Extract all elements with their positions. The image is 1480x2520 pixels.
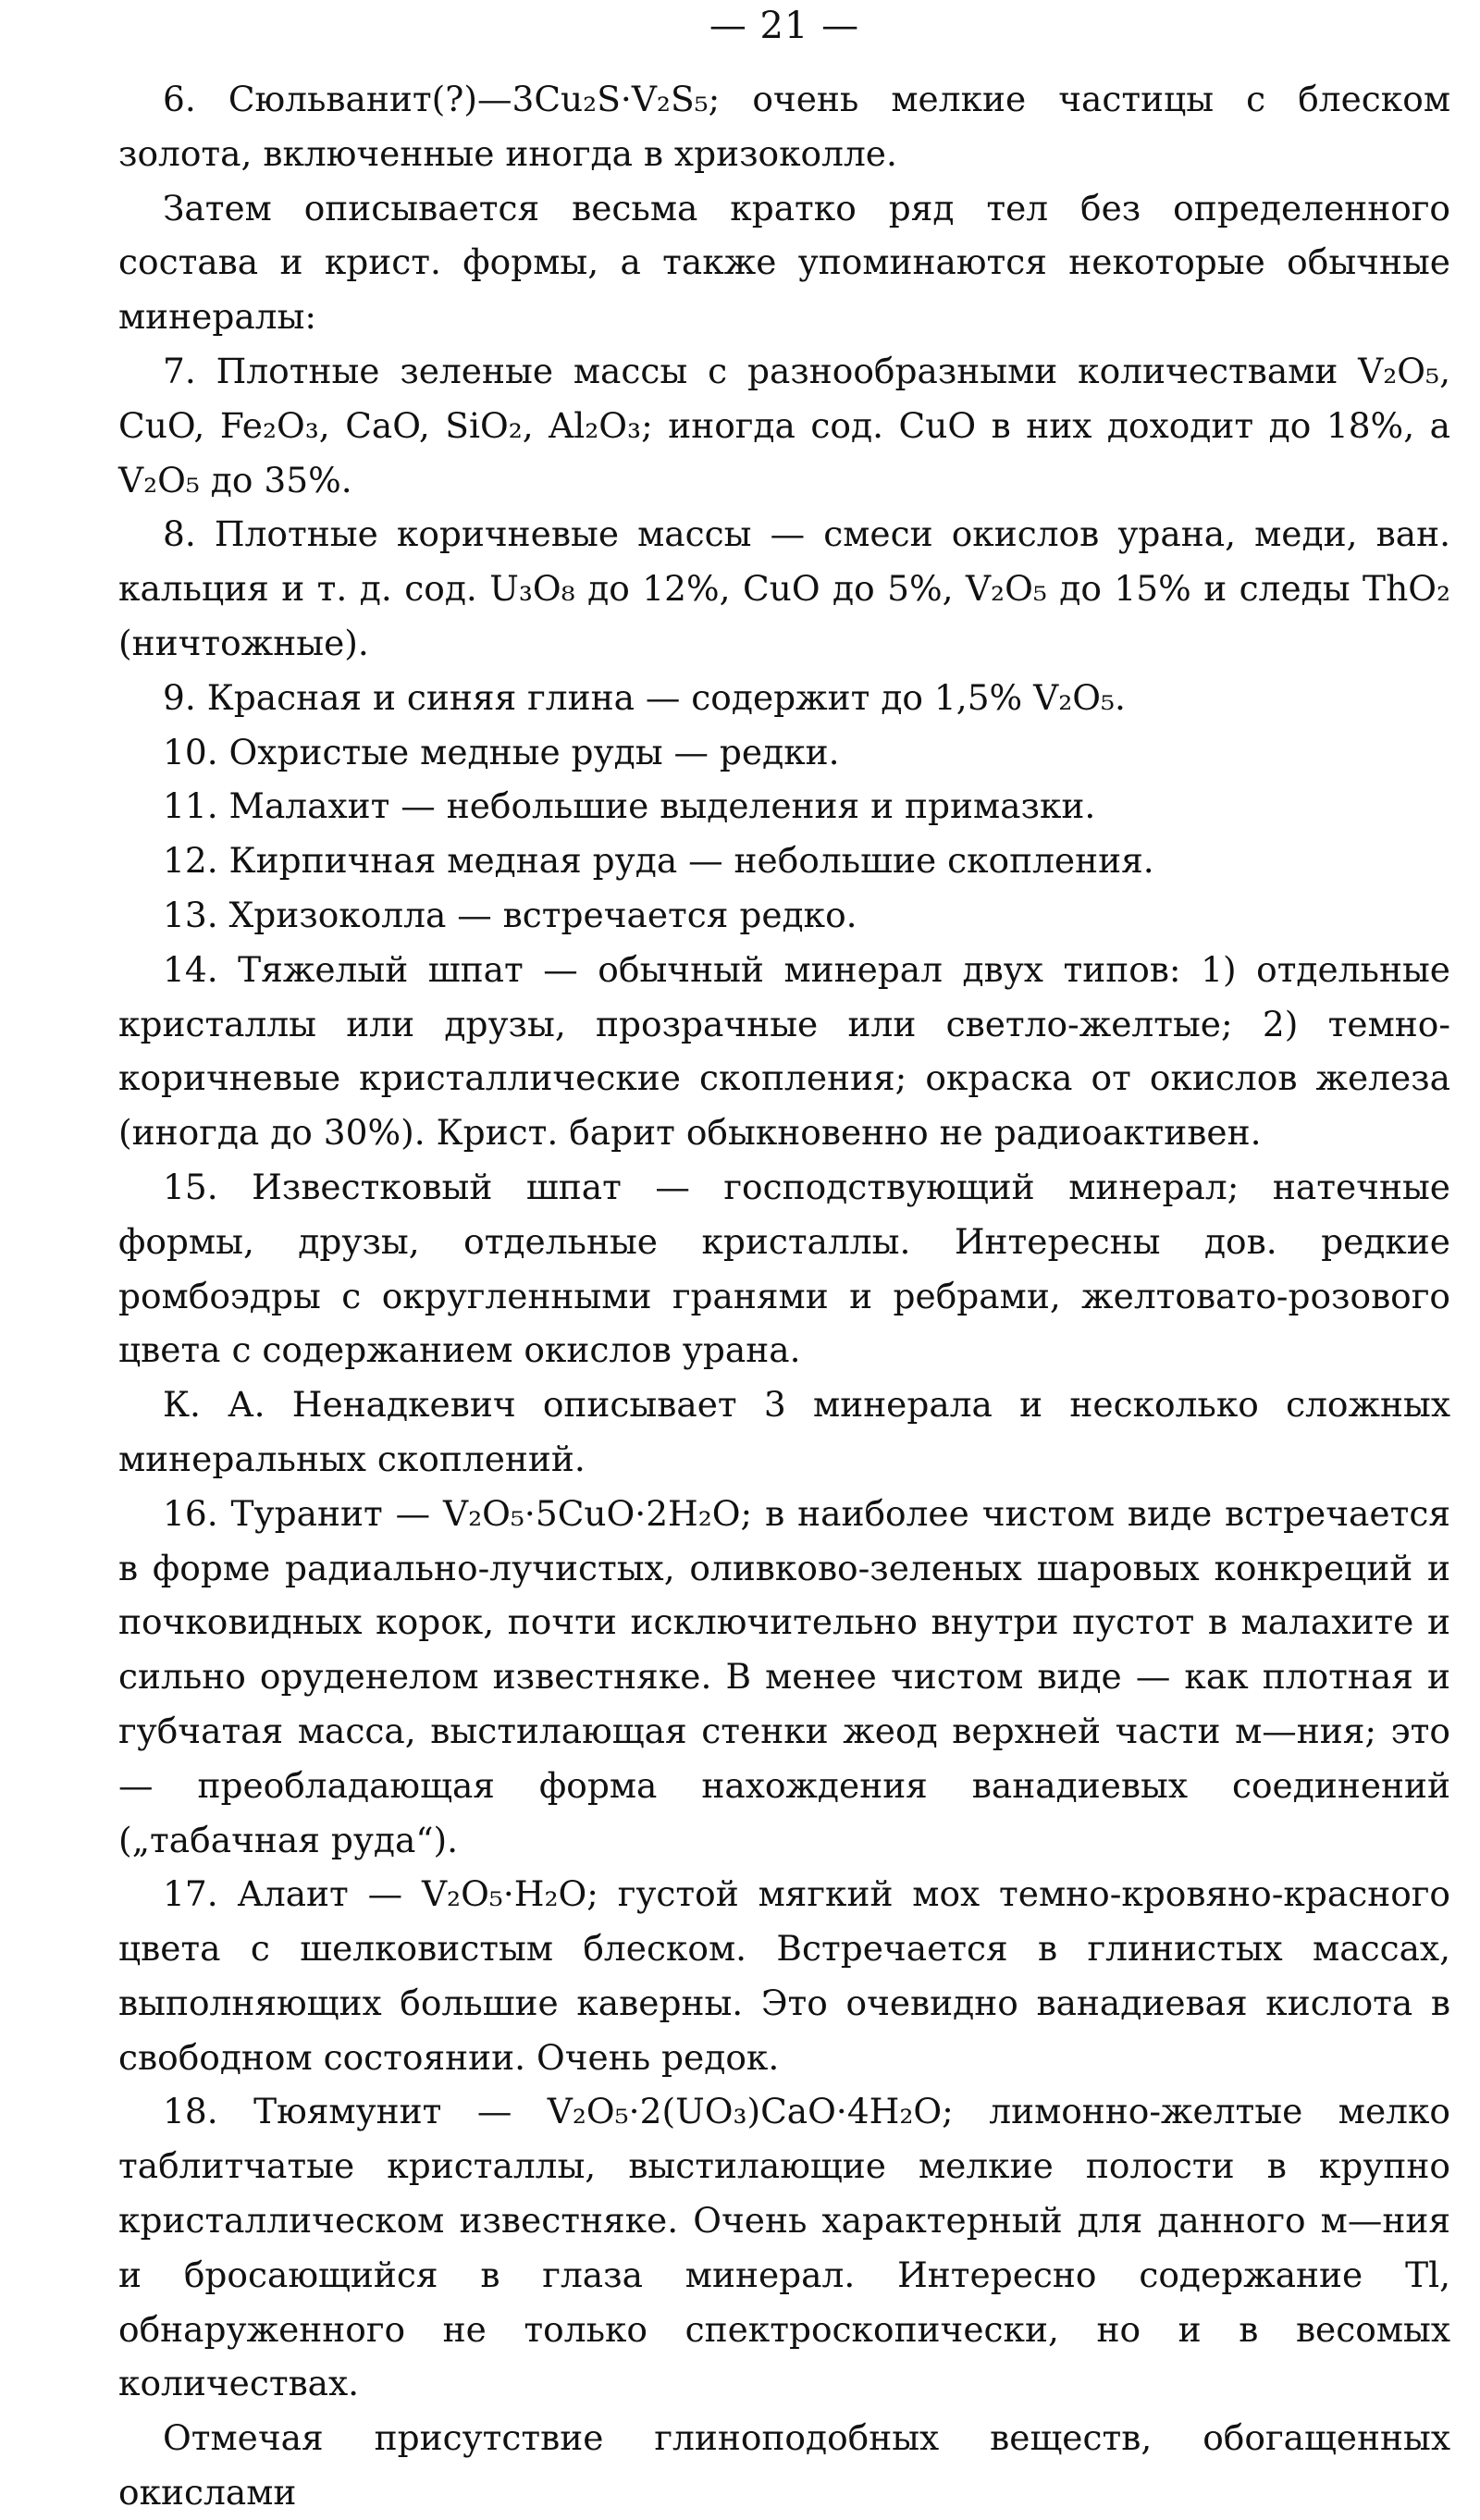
- paragraph-item-7: 7. Плотные зеленые массы с разнообразными количествами V₂O₅, CuO, Fe₂O₃, CaO, SiO₂, Al₂O₃; иногда сод. CuO в них доходит до 18%, а V₂O₅ до 35%.: [118, 350, 1450, 500]
- body-text: [118, 72, 1450, 2520]
- paragraph-item-16: 16. Туранит — V₂O₅·5CuO·2H₂O; в наиболее чистом виде встречается в форме радиально-лучистых, оливково-зеленых шаровых конкреций и почковидных корок, почти исключительно внутри пустот в малахите и сильно оруденелом известняке. В менее чистом виде — как плотная и губчатая масса, выстилающая стенки жеод верхней части м—ния; это — преобладающая форма нахождения ванадиевых соединений („табачная руда“).: [118, 1492, 1450, 1860]
- paragraph-sulvanite: 6. Сюльванит(?)—3Cu₂S·V₂S₅; очень мелкие частицы с блеском золота, включенные иногда в хризоколле.: [118, 79, 1450, 174]
- paragraph-item-18: 18. Тюямунит — V₂O₅·2(UO₃)CaO·4H₂O; лимонно-желтые мелко таблитчатые кристаллы, выстилающие мелкие полости в крупно кристаллическом известняке. Очень характерный для данного м—ния и бросающийся в глаза минерал. Интересно содержание Tl, обнаруженного не только спектроскопически, но и в весомых количествах.: [118, 2091, 1450, 2404]
- paragraph-item-12: 12. Кирпичная медная руда — небольшие скопления.: [163, 840, 1154, 882]
- page-number: — 21 —: [709, 5, 860, 47]
- paragraph-item-8: 8. Плотные коричневые массы — смеси окислов урана, меди, ван. кальция и т. д. сод. U₃O₈ до 12%, CuO до 5%, V₂O₅ до 15% и следы ThO₂ (ничтожные).: [118, 513, 1450, 663]
- paragraph-intro: Затем описывается весьма кратко ряд тел без определенного состава и крист. формы, а также упоминаются некоторые обычные минералы:: [118, 187, 1450, 338]
- paragraph-item-14: 14. Тяжелый шпат — обычный минерал двух типов: 1) отдельные кристаллы или друзы, прозрачные или светло-желтые; 2) темно-коричневые кристаллические скопления; окраска от окислов железа (иногда до 30%). Крист. барит обыкновенно не радиоактивен.: [118, 948, 1450, 1154]
- paragraph-item-17: 17. Алаит — V₂O₅·H₂O; густой мягкий мох темно-кровяно-красного цвета с шелковистым блеском. Встречается в глинистых массах, выполняющих большие каверны. Это очевидно ванадиевая кислота в свободном состоянии. Очень редок.: [118, 1873, 1450, 2078]
- paragraph-item-11: 11. Малахит — небольшие выделения и примазки.: [163, 785, 1096, 827]
- paragraph-closing: Отмечая присутствие глиноподобных веществ, обогащенных окислами: [118, 2417, 1450, 2514]
- paragraph-item-9: 9. Красная и синяя глина — содержит до 1,5% V₂O₅.: [163, 676, 1126, 718]
- paragraph-item-15: 15. Известковый шпат — господствующий минерал; натечные формы, друзы, отдельные кристаллы. Интересны дов. редкие ромбоэдры с округленными гранями и ребрами, желтовато-розового цвета с содержанием окислов урана.: [118, 1166, 1450, 1371]
- paragraph-item-10: 10. Охристые медные руды — редки.: [163, 731, 840, 772]
- paragraph-nenadkevich: К. А. Ненадкевич описывает 3 минерала и несколько сложных минеральных скоплений.: [118, 1384, 1450, 1479]
- paragraph-item-13: 13. Хризоколла — встречается редко.: [163, 894, 857, 935]
